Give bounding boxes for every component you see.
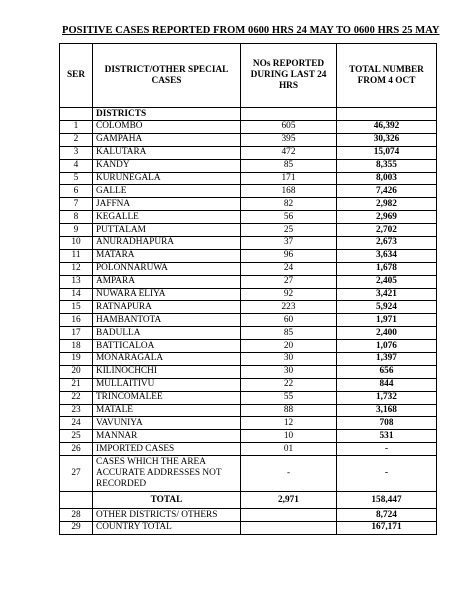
row-nos: 25 <box>241 224 337 237</box>
row-district: COUNTRY TOTAL <box>93 522 241 535</box>
row-total: 1,732 <box>337 391 437 404</box>
row-ser: 23 <box>60 404 93 417</box>
row-ser: 26 <box>60 443 93 456</box>
row-nos: 12 <box>241 417 337 430</box>
row-total: 8,355 <box>337 159 437 172</box>
row-nos: 37 <box>241 237 337 250</box>
table-row <box>60 185 437 198</box>
row-district: COLOMBO <box>93 121 241 134</box>
row-total: 3,168 <box>337 404 437 417</box>
row-total: 1,971 <box>337 314 437 327</box>
row-nos: 01 <box>241 443 337 456</box>
total-ser-cell <box>60 492 93 509</box>
total-total: 158,447 <box>337 492 437 509</box>
row-nos: 22 <box>241 378 337 391</box>
row-ser: 3 <box>60 146 93 159</box>
row-nos: 82 <box>241 198 337 211</box>
row-total: 3,421 <box>337 288 437 301</box>
table-row <box>60 353 437 366</box>
table-row <box>60 249 437 262</box>
table-row <box>60 159 437 172</box>
table-row <box>60 133 437 146</box>
row-district: KANDY <box>93 159 241 172</box>
row-district: KILINOCHCHI <box>93 365 241 378</box>
table-row <box>60 430 437 443</box>
row-ser: 21 <box>60 378 93 391</box>
row-ser: 7 <box>60 198 93 211</box>
row-district: HAMBANTOTA <box>93 314 241 327</box>
row-total: 2,673 <box>337 237 437 250</box>
row-ser: 29 <box>60 522 93 535</box>
row-total: 1,678 <box>337 262 437 275</box>
row-ser: 25 <box>60 430 93 443</box>
row-ser: 2 <box>60 133 93 146</box>
row-total: 7,426 <box>337 185 437 198</box>
row-total: 2,702 <box>337 224 437 237</box>
row-district: MATARA <box>93 249 241 262</box>
row-nos: 27 <box>241 275 337 288</box>
row-nos: - <box>241 456 337 492</box>
row-district: RATNAPURA <box>93 301 241 314</box>
row-district: MANNAR <box>93 430 241 443</box>
row-ser: 20 <box>60 365 93 378</box>
header-ser: SER <box>60 44 93 108</box>
row-total: 844 <box>337 378 437 391</box>
row-total: 2,405 <box>337 275 437 288</box>
table-row <box>60 146 437 159</box>
row-nos: 24 <box>241 262 337 275</box>
row-district: GALLE <box>93 185 241 198</box>
row-district: ANURADHAPURA <box>93 237 241 250</box>
row-total: 8,724 <box>337 509 437 522</box>
row-nos: 55 <box>241 391 337 404</box>
row-nos: 30 <box>241 353 337 366</box>
table-row <box>60 288 437 301</box>
row-district: PUTTALAM <box>93 224 241 237</box>
row-nos: 171 <box>241 172 337 185</box>
row-total: 656 <box>337 365 437 378</box>
header-district: DISTRICT/OTHER SPECIAL CASES <box>93 44 241 108</box>
section-ser-cell <box>60 108 93 121</box>
row-ser: 10 <box>60 237 93 250</box>
row-nos: 96 <box>241 249 337 262</box>
header-total: TOTAL NUMBER FROM 4 OCT <box>337 44 437 108</box>
row-total: - <box>337 443 437 456</box>
row-nos: 85 <box>241 327 337 340</box>
row-ser: 8 <box>60 211 93 224</box>
table-row <box>60 378 437 391</box>
row-ser: 4 <box>60 159 93 172</box>
row-nos: 10 <box>241 430 337 443</box>
report-title: POSITIVE CASES REPORTED FROM 0600 HRS 24 MAY TO 0600 HRS 25 MAY <box>62 25 440 36</box>
row-district: KEGALLE <box>93 211 241 224</box>
table-row <box>60 301 437 314</box>
row-ser: 1 <box>60 121 93 134</box>
table-row <box>60 121 437 134</box>
row-nos: 60 <box>241 314 337 327</box>
section-total-cell <box>337 108 437 121</box>
table-row <box>60 509 437 522</box>
row-total: 8,003 <box>337 172 437 185</box>
row-district: NUWARA ELIYA <box>93 288 241 301</box>
row-district: GAMPAHA <box>93 133 241 146</box>
row-nos: 472 <box>241 146 337 159</box>
row-nos <box>241 522 337 535</box>
row-ser: 28 <box>60 509 93 522</box>
table-row <box>60 404 437 417</box>
table-row <box>60 172 437 185</box>
row-ser: 6 <box>60 185 93 198</box>
row-ser: 19 <box>60 353 93 366</box>
row-ser: 13 <box>60 275 93 288</box>
row-district: BATTICALOA <box>93 340 241 353</box>
row-district: TRINCOMALEE <box>93 391 241 404</box>
row-nos: 92 <box>241 288 337 301</box>
table-row <box>60 443 437 456</box>
row-total: 46,392 <box>337 121 437 134</box>
table-row <box>60 314 437 327</box>
table-row <box>60 417 437 430</box>
row-total: 1,397 <box>337 353 437 366</box>
row-nos: 88 <box>241 404 337 417</box>
row-district: JAFFNA <box>93 198 241 211</box>
row-total: 167,171 <box>337 522 437 535</box>
row-ser: 9 <box>60 224 93 237</box>
row-ser: 12 <box>60 262 93 275</box>
row-district: MONARAGALA <box>93 353 241 366</box>
table-row <box>60 340 437 353</box>
table-row <box>60 198 437 211</box>
row-total: 1,076 <box>337 340 437 353</box>
row-district: BADULLA <box>93 327 241 340</box>
total-label: TOTAL <box>93 492 241 509</box>
table-row <box>60 522 437 535</box>
cases-table <box>59 43 437 535</box>
table-row <box>60 211 437 224</box>
row-nos: 395 <box>241 133 337 146</box>
row-ser: 14 <box>60 288 93 301</box>
row-district: MATALE <box>93 404 241 417</box>
row-ser: 15 <box>60 301 93 314</box>
table-row <box>60 327 437 340</box>
section-nos-cell <box>241 108 337 121</box>
row-district: POLONNARUWA <box>93 262 241 275</box>
table-header-row <box>60 44 437 108</box>
row-district: OTHER DISTRICTS/ OTHERS <box>93 509 241 522</box>
row-nos: 30 <box>241 365 337 378</box>
row-ser: 16 <box>60 314 93 327</box>
total-row <box>60 492 437 509</box>
row-nos: 20 <box>241 340 337 353</box>
row-ser: 17 <box>60 327 93 340</box>
row-total: 2,969 <box>337 211 437 224</box>
row-district: AMPARA <box>93 275 241 288</box>
section-label: DISTRICTS <box>93 108 241 121</box>
row-district: MULLAITIVU <box>93 378 241 391</box>
row-nos: 85 <box>241 159 337 172</box>
table-row <box>60 391 437 404</box>
table-row <box>60 365 437 378</box>
row-total: 15,074 <box>337 146 437 159</box>
total-nos: 2,971 <box>241 492 337 509</box>
header-nos: NOs REPORTED DURING LAST 24 HRS <box>241 44 337 108</box>
row-total: 30,326 <box>337 133 437 146</box>
row-nos <box>241 509 337 522</box>
row-nos: 605 <box>241 121 337 134</box>
table-row <box>60 224 437 237</box>
section-row <box>60 108 437 121</box>
table-row <box>60 237 437 250</box>
row-district: KALUTARA <box>93 146 241 159</box>
row-total: 708 <box>337 417 437 430</box>
row-ser: 27 <box>60 456 93 492</box>
row-district: CASES WHICH THE AREA ACCURATE ADDRESSES NOT RECORDED <box>93 456 241 492</box>
table-row <box>60 262 437 275</box>
row-total: 5,924 <box>337 301 437 314</box>
row-district: VAVUNIYA <box>93 417 241 430</box>
row-ser: 22 <box>60 391 93 404</box>
row-total: - <box>337 456 437 492</box>
row-total: 2,982 <box>337 198 437 211</box>
row-ser: 11 <box>60 249 93 262</box>
table-row <box>60 275 437 288</box>
row-nos: 223 <box>241 301 337 314</box>
row-district: KURUNEGALA <box>93 172 241 185</box>
row-total: 2,400 <box>337 327 437 340</box>
row-total: 3,634 <box>337 249 437 262</box>
row-nos: 56 <box>241 211 337 224</box>
row-ser: 18 <box>60 340 93 353</box>
row-ser: 5 <box>60 172 93 185</box>
row-ser: 24 <box>60 417 93 430</box>
row-nos: 168 <box>241 185 337 198</box>
row-total: 531 <box>337 430 437 443</box>
table-row <box>60 456 437 492</box>
row-district: IMPORTED CASES <box>93 443 241 456</box>
